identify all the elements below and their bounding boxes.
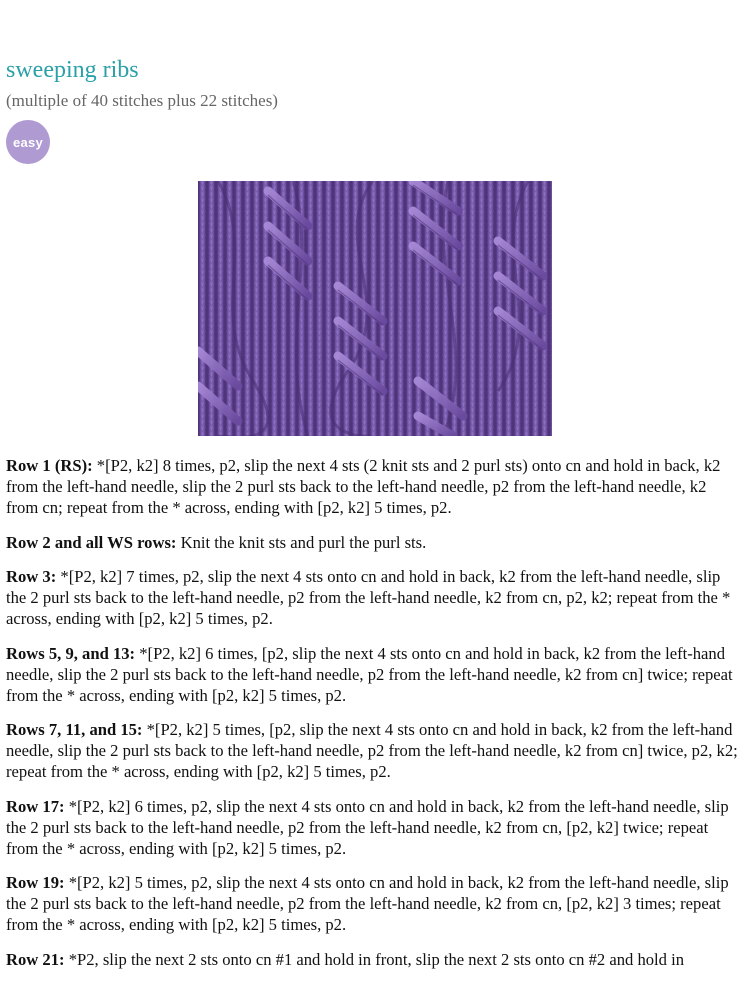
row-text: *[P2, k2] 5 times, p2, slip the next 4 sts onto cn and hold in back, k2 from the left-hand needle, slip the 2 purl sts back to the left-hand needle, p2 from the left-hand needle, k2 from cn, [p2, k2] 3 times; repeat from the * across, ending with [p2, k2] 5 times, p2. [6,873,729,934]
row-label: Row 19: [6,873,65,892]
row-instruction [6,796,742,859]
row-text: *[P2, k2] 7 times, p2, slip the next 4 sts onto cn and hold in back, k2 from the left-hand needle, slip the 2 purl sts back to the left-hand needle, p2 from the left-hand needle, k2 from cn, p2, k2; repeat from the * across, ending with [p2, k2] 5 times, p2. [6,567,731,628]
row-label: Row 21: [6,949,65,969]
row-text: *[P2, k2] 8 times, p2, slip the next 4 sts (2 knit sts and 2 purl sts) onto cn and hold in back, k2 from the left-hand needle, slip the 2 purl sts back to the left-hand needle, p2 from the left-hand needle, k2 from cn; repeat from the * across, ending with [p2, k2] 5 times, p2. [6,456,721,517]
row-instruction [6,532,742,553]
stitch-multiple: (multiple of 40 stitches plus 22 stitches) [6,91,278,110]
row-text: Knit the knit sts and purl the purl sts. [176,532,427,552]
difficulty-badge [6,120,50,164]
row-label: Row 3: [6,567,57,586]
row-label: Row 1 (RS): [6,456,93,475]
row-label: Row 2 and all WS rows: [6,532,177,552]
row-label: Rows 5, 9, and 13: [6,643,136,663]
row-text: *[P2, k2] 6 times, [p2, slip the next 4 sts onto cn and hold in back, k2 from the left-hand needle, slip the 2 purl sts back to the left-hand needle, p2 from the left-hand needle, k2 from cn] twice; repeat from the * across, ending with [p2, k2] 5 times, p2. [6,643,733,705]
row-instruction [6,872,742,935]
row-instruction [6,949,742,970]
row-instructions [6,455,742,983]
row-label: Row 17: [6,796,65,816]
row-label: Rows 7, 11, and 15: [6,720,143,739]
row-text: *[P2, k2] 6 times, p2, slip the next 4 sts onto cn and hold in back, k2 from the left-hand needle, slip the 2 purl sts back to the left-hand needle, p2 from the left-hand needle, k2 from cn, [p2, k2] twice; repeat from the * across, ending with [p2, k2] 5 times, p2. [6,796,729,858]
pattern-title: sweeping ribs [6,57,139,83]
row-instruction [6,643,742,706]
knitted-swatch-image [198,181,552,436]
row-instruction [6,719,742,782]
difficulty-label: easy [12,134,44,150]
row-instruction [6,566,742,629]
row-text: *[P2, k2] 5 times, [p2, slip the next 4 sts onto cn and hold in back, k2 from the left-hand needle, slip the 2 purl sts back to the left-hand needle, p2 from the left-hand needle, k2 from cn] twice, p2, k2; repeat from the * across, ending with [p2, k2] 5 times, p2. [6,720,738,781]
row-text: *P2, slip the next 2 sts onto cn #1 and hold in front, slip the next 2 sts onto cn #2 and hold in [64,949,685,969]
row-instruction [6,455,742,518]
